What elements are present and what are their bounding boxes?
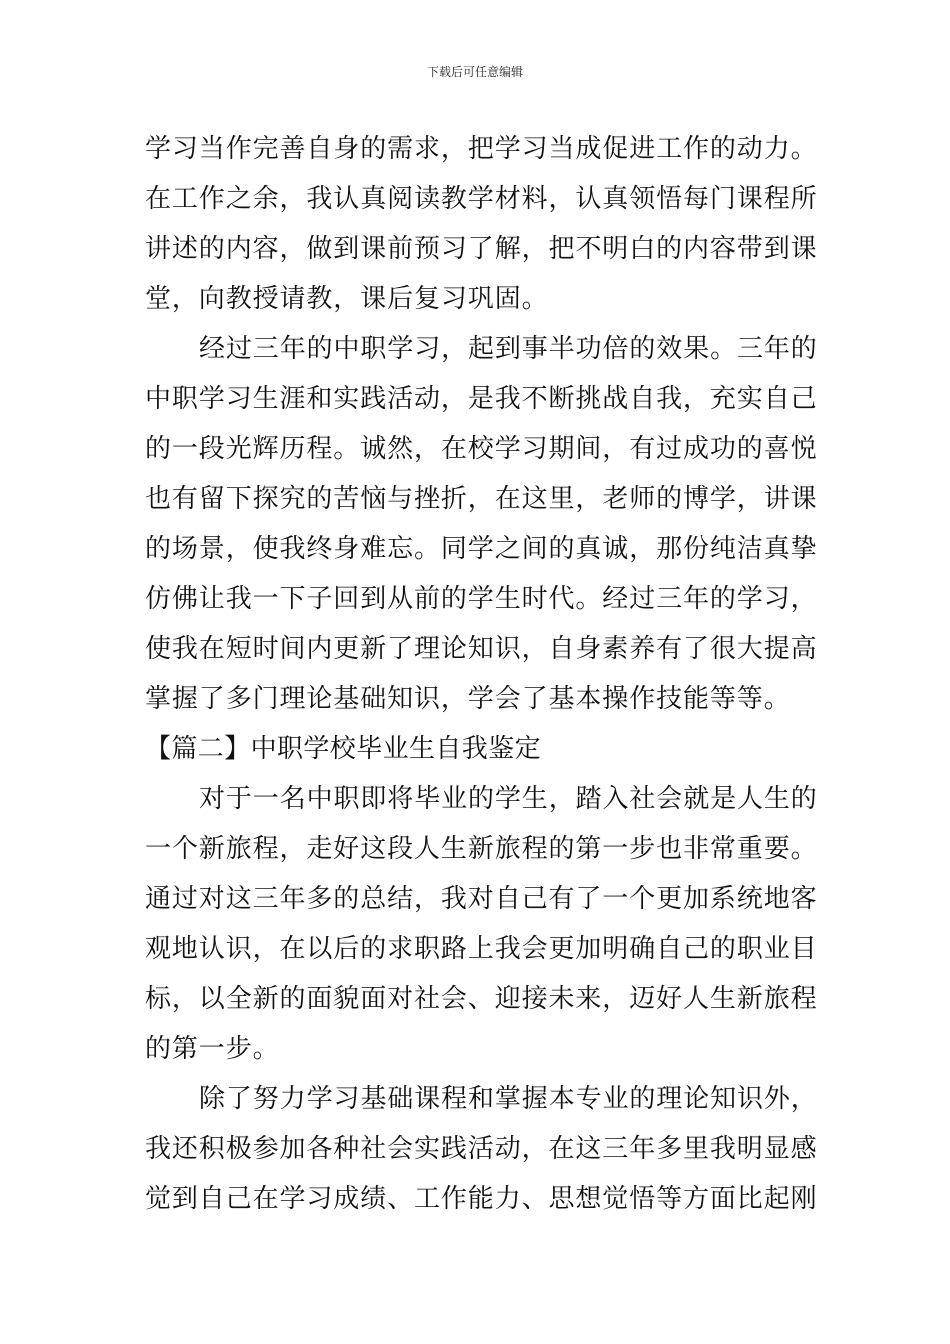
text-line: 使我在短时间内更新了理论知识，自身素养有了很大提高 (145, 634, 818, 664)
text-line: 观地认识，在以后的求职路上我会更加明确自己的职业目 (145, 934, 818, 964)
text-line: 在工作之余，我认真阅读教学材料，认真领悟每门课程所 (145, 184, 818, 214)
paragraph-2 (145, 324, 818, 724)
text-line: 通过对这三年多的总结，我对自己有了一个更加系统地客 (145, 884, 818, 914)
text-line: 的第一步。 (145, 1034, 280, 1064)
text-line: 经过三年的中职学习，起到事半功倍的效果。三年的 (199, 334, 818, 364)
text-line: 我还积极参加各种社会实践活动，在这三年多里我明显感 (145, 1134, 818, 1164)
text-line: 讲述的内容，做到课前预习了解，把不明白的内容带到课 (145, 234, 818, 264)
text-line: 掌握了多门理论基础知识，学会了基本操作技能等等。 (145, 684, 791, 714)
paragraph-1 (145, 124, 818, 324)
text-line: 一个新旅程，走好这段人生新旅程的第一步也非常重要。 (145, 834, 818, 864)
text-line: 中职学习生涯和实践活动，是我不断挑战自我，充实自己 (145, 384, 818, 414)
text-line: 仿佛让我一下子回到从前的学生时代。经过三年的学习， (145, 584, 818, 614)
text-line: 除了努力学习基础课程和掌握本专业的理论知识外， (199, 1084, 818, 1114)
text-line: 对于一名中职即将毕业的学生，踏入社会就是人生的 (199, 784, 818, 814)
section-heading-text: 【篇二】中职学校毕业生自我鉴定 (145, 734, 542, 764)
text-line: 学习当作完善自身的需求，把学习当成促进工作的动力。 (145, 134, 818, 164)
document-body (145, 124, 818, 1224)
paragraph-4 (145, 1074, 818, 1224)
text-line: 的场景，使我终身难忘。同学之间的真诚，那份纯洁真挚 (145, 534, 818, 564)
text-line: 标，以全新的面貌面对社会、迎接未来，迈好人生新旅程 (145, 984, 818, 1014)
paragraph-3 (145, 774, 818, 1074)
text-line: 觉到自己在学习成绩、工作能力、思想觉悟等方面比起刚 (145, 1184, 818, 1214)
text-line: 堂，向教授请教，课后复习巩固。 (145, 284, 549, 314)
text-line: 也有留下探究的苦恼与挫折，在这里，老师的博学，讲课 (145, 484, 818, 514)
page-header: 下载后可任意编辑 (426, 65, 523, 79)
text-line: 的一段光辉历程。诚然，在校学习期间，有过成功的喜悦 (145, 434, 818, 464)
section-heading (145, 724, 810, 774)
